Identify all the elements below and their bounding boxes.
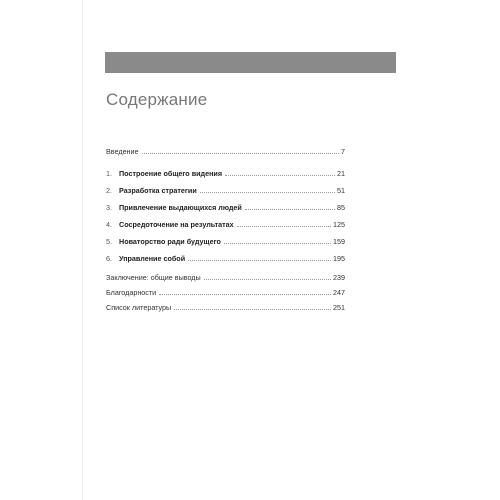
dot-leader <box>159 294 331 295</box>
dot-leader <box>188 260 331 261</box>
toc-chapter-number: 6. <box>106 254 112 263</box>
page-title: Содержание <box>106 90 208 109</box>
toc-chapter-label: Разработка стратегии <box>119 186 197 195</box>
toc-chapter-number: 3. <box>106 203 112 212</box>
toc-chapter-page: 125 <box>333 220 345 229</box>
toc-chapter-1 <box>106 166 345 178</box>
dot-leader <box>237 226 331 227</box>
toc-entry-page: 247 <box>333 288 345 297</box>
toc-entry-label: Заключение: общие выводы <box>106 273 201 282</box>
toc-chapter-label: Привлечение выдающихся людей <box>119 203 242 212</box>
toc-entry-label: Благодарности <box>106 288 157 297</box>
dot-leader <box>174 309 331 310</box>
toc-entry-page: 251 <box>333 303 345 312</box>
toc-chapter-3 <box>106 200 345 212</box>
toc-entry-page: 7 <box>341 147 345 156</box>
dot-leader <box>142 153 339 154</box>
toc-chapter-number: 1. <box>106 169 112 178</box>
toc-entry-page: 239 <box>333 273 345 282</box>
toc-chapter-page: 85 <box>337 203 345 212</box>
toc-chapter-number: 5. <box>106 237 112 246</box>
toc-chapter-label: Новаторство ради будущего <box>119 237 221 246</box>
dot-leader <box>224 243 331 244</box>
toc-chapter-page: 159 <box>333 237 345 246</box>
toc-chapter-label: Сосредоточение на результатах <box>119 220 234 229</box>
toc-chapter-page: 51 <box>337 186 345 195</box>
toc-entry-label: Введение <box>106 147 139 156</box>
toc-chapter-5 <box>106 234 345 246</box>
dot-leader <box>225 175 335 176</box>
toc-chapter-page: 21 <box>337 169 345 178</box>
toc-chapter-number: 4. <box>106 220 112 229</box>
toc-entry-intro <box>106 144 345 156</box>
toc-chapter-2 <box>106 183 345 195</box>
dot-leader <box>204 279 331 280</box>
toc-chapter-6 <box>106 251 345 263</box>
toc-chapter-number: 2. <box>106 186 112 195</box>
toc-entry-bibliography <box>106 300 345 312</box>
toc-chapter-page: 195 <box>333 254 345 263</box>
toc-chapter-4 <box>106 217 345 229</box>
toc-entry-conclusion <box>106 270 345 282</box>
toc-chapter-label: Управление собой <box>119 254 186 263</box>
toc-entry-label: Список литературы <box>106 303 172 312</box>
dot-leader <box>200 192 335 193</box>
toc-chapter-label: Построение общего видения <box>119 169 223 178</box>
toc-entry-acknowledgements <box>106 285 345 297</box>
dot-leader <box>245 209 335 210</box>
